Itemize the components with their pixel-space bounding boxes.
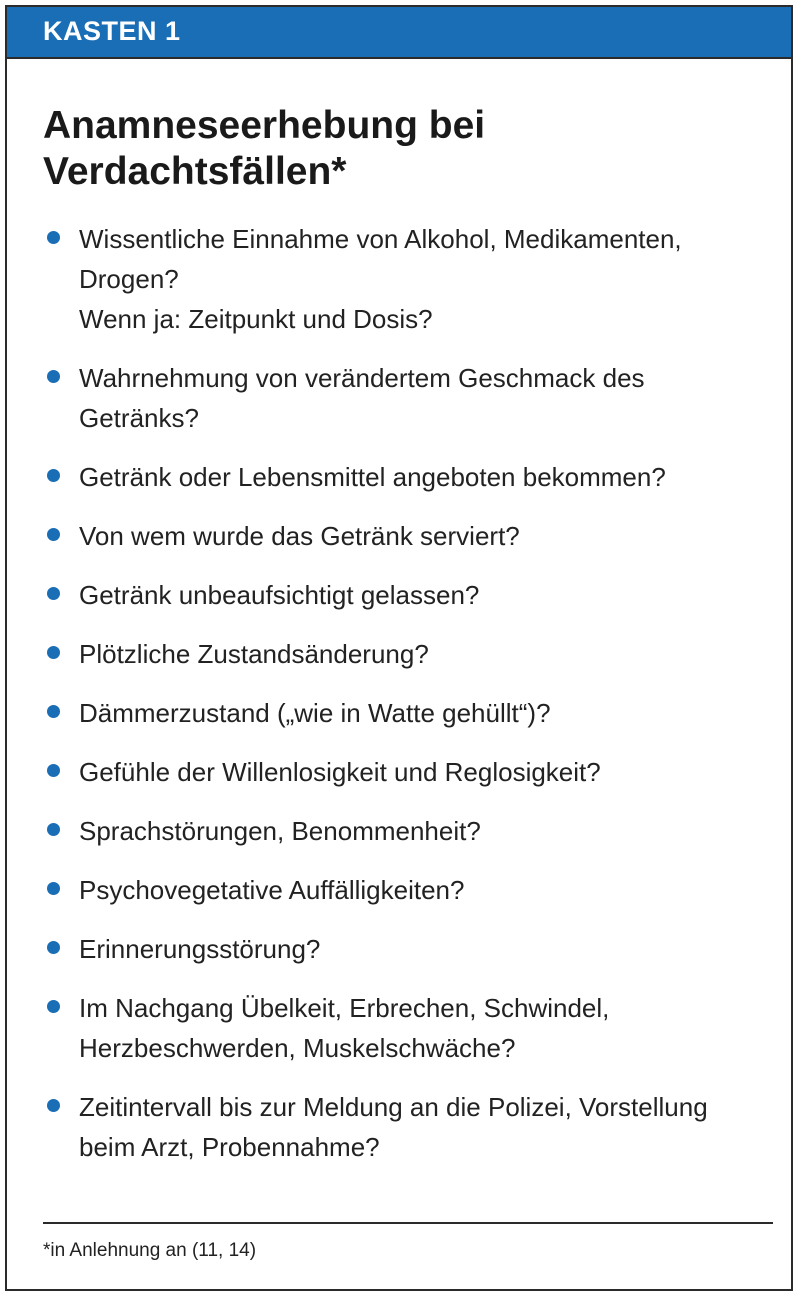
- footnote-divider: [43, 1222, 773, 1224]
- bullet-dot-icon: [47, 1099, 60, 1112]
- list-item-text: Erinnerungsstörung?: [79, 934, 321, 964]
- list-item: [37, 752, 767, 792]
- bullet-dot-icon: [47, 764, 60, 777]
- list-item: [37, 219, 767, 339]
- list-item: [37, 358, 767, 438]
- list-item: [37, 693, 767, 733]
- bullet-dot-icon: [47, 370, 60, 383]
- list-item-text: Sprachstörungen, Benommenheit?: [79, 816, 481, 846]
- list-item: [37, 1087, 767, 1167]
- list-item-text: Plötzliche Zustandsänderung?: [79, 639, 429, 669]
- list-item: [37, 811, 767, 851]
- info-box: [5, 5, 793, 1291]
- list-item-text: Getränk unbeaufsichtigt gelassen?: [79, 580, 480, 610]
- list-item: [37, 870, 767, 910]
- bullet-dot-icon: [47, 528, 60, 541]
- list-item: [37, 516, 767, 556]
- list-item-text: Zeitintervall bis zur Meldung an die Polizei, Vorstellung beim Arzt, Probennahme?: [79, 1092, 708, 1162]
- bullet-dot-icon: [47, 705, 60, 718]
- bullet-dot-icon: [47, 646, 60, 659]
- bullet-dot-icon: [47, 231, 60, 244]
- list-item-text: Psychovegetative Auffälligkeiten?: [79, 875, 465, 905]
- list-item: [37, 988, 767, 1068]
- list-item-text: Wissentliche Einnahme von Alkohol, Medikamenten, Drogen? Wenn ja: Zeitpunkt und Dosis?: [79, 224, 682, 334]
- list-item-text: Im Nachgang Übelkeit, Erbrechen, Schwindel, Herzbeschwerden, Muskelschwäche?: [79, 993, 610, 1063]
- bullet-dot-icon: [47, 941, 60, 954]
- bullet-dot-icon: [47, 1000, 60, 1013]
- bullet-dot-icon: [47, 882, 60, 895]
- box-header: [7, 7, 791, 59]
- list-item-text: Getränk oder Lebensmittel angeboten bekommen?: [79, 462, 666, 492]
- list-item-text: Dämmerzustand („wie in Watte gehüllt“)?: [79, 698, 551, 728]
- bullet-dot-icon: [47, 823, 60, 836]
- list-item-text: Von wem wurde das Getränk serviert?: [79, 521, 520, 551]
- footnote: *in Anlehnung an (11, 14): [43, 1240, 257, 1261]
- list-item: [37, 575, 767, 615]
- box-title: Anamneseerhebung bei Verdachtsfällen*: [43, 104, 486, 193]
- list-item: [37, 457, 767, 497]
- bullet-dot-icon: [47, 587, 60, 600]
- list-item: [37, 634, 767, 674]
- box-label: KASTEN 1: [43, 16, 181, 46]
- list-item: [37, 929, 767, 969]
- bullet-dot-icon: [47, 469, 60, 482]
- list-item-text: Gefühle der Willenlosigkeit und Reglosigkeit?: [79, 757, 601, 787]
- question-list: [37, 219, 767, 1186]
- list-item-text: Wahrnehmung von verändertem Geschmack des Getränks?: [79, 363, 645, 433]
